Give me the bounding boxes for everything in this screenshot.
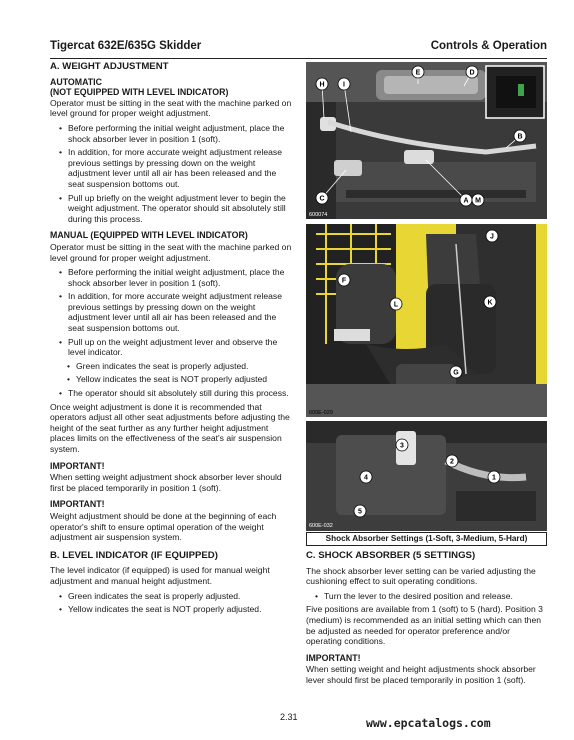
callout-label: H xyxy=(319,81,325,89)
callout-label: 3 xyxy=(400,442,404,450)
callout-label: L xyxy=(393,301,399,309)
list-item: • Yellow indicates the seat is NOT properly adjusted. xyxy=(68,604,292,615)
list-item: • In addition, for more accurate weight adjustment release previous settings by pressing down on the weight adjustment lever until all air has been released and the seat suspension bottoms out. xyxy=(68,291,292,333)
section-c-text: The shock absorber lever setting can be varied adjusting the cushioning effect to suit operating conditions. xyxy=(306,565,536,587)
header-title: Tigercat 632E/635G Skidder xyxy=(50,40,202,52)
page-number: 2.31 xyxy=(280,712,298,722)
callout-label: K xyxy=(487,299,493,307)
auto-intro: Operator must be sitting in the seat with the machine parked on level ground for proper weight adjustment. xyxy=(50,97,292,119)
callout-label: 1 xyxy=(492,474,496,482)
section-c-list xyxy=(306,591,547,602)
seat-rear-illustration xyxy=(306,62,547,219)
list-item: • The operator should sit absolutely still during this process. xyxy=(68,388,292,399)
callout-label: 2 xyxy=(450,458,454,466)
after-paragraph: Once weight adjustment is done it is recommended that operators adjust all other seat adjustments before adjusting the height of the seat further as any further height adjustment places limits on the effectiveness of the seat's air suspension system. xyxy=(50,401,290,454)
callout-label: M xyxy=(475,197,481,205)
figure-caption: Shock Absorber Settings (1-Soft, 3-Medium, 5-Hard) xyxy=(306,532,547,546)
callout-label: C xyxy=(319,195,325,203)
manual-intro: Operator must be sitting in the seat with the machine parked on level ground for proper weight adjustment. xyxy=(50,241,292,263)
list-item: • Turn the lever to the desired position and release. xyxy=(324,591,547,602)
list-item: • Before performing the initial weight adjustment, place the shock absorber lever in position 1 (soft). xyxy=(68,267,292,288)
section-c-title: C. SHOCK ABSORBER (5 SETTINGS) xyxy=(306,550,476,561)
watermark: www.epcatalogs.com xyxy=(366,716,491,730)
list-item: • Pull up on the weight adjustment lever and observe the level indicator. xyxy=(68,337,292,358)
shock-absorber-illustration xyxy=(306,421,547,531)
manual-sub-list xyxy=(50,361,292,385)
seat-side-photo xyxy=(306,224,547,417)
auto-list xyxy=(50,123,292,224)
callout-label: I xyxy=(343,81,345,89)
important-1-text: When setting weight adjustment shock absorber lever should first be placed temporarily in position 1 (soft). xyxy=(50,472,282,493)
important-2-text: Weight adjustment should be done at the beginning of each operator's shift to ensure optimal operation of the weight adjustment air suspension system. xyxy=(50,510,277,543)
section-b-text: The level indicator (if equipped) is used for manual weight adjustment and manual height adjustment. xyxy=(50,565,270,586)
shock-absorber-photo xyxy=(306,421,547,531)
header-section: Controls & Operation xyxy=(430,40,547,52)
list-item: • Yellow indicates the seat is NOT properly adjusted xyxy=(76,374,292,385)
manual-list xyxy=(50,267,292,358)
section-c-important-title: IMPORTANT! xyxy=(306,652,361,663)
section-b-list xyxy=(50,591,292,615)
important-1-title: IMPORTANT! xyxy=(50,460,105,471)
list-item: • Green indicates the seat is properly adjusted. xyxy=(68,591,292,602)
list-item: • Before performing the initial weight adjustment, place the shock absorber lever in position 1 (soft). xyxy=(68,123,292,144)
callout-label: D xyxy=(469,69,475,77)
auto-title-line2: (NOT EQUIPPED WITH LEVEL INDICATOR) xyxy=(50,87,229,98)
list-item: • In addition, for more accurate weight adjustment release previous settings by pressing down on the weight adjustment lever until all air has been released and the seat suspension bottoms out. xyxy=(68,147,292,189)
figure-1-id: 600074 xyxy=(309,212,328,218)
right-column xyxy=(306,551,547,690)
callout-label: F xyxy=(341,277,347,285)
seat-rear-photo xyxy=(306,62,547,219)
callout-label: B xyxy=(517,133,523,141)
important-2-title: IMPORTANT! xyxy=(50,499,105,510)
callout-label: J xyxy=(490,233,494,241)
auto-title xyxy=(50,77,292,98)
page-header xyxy=(50,40,547,59)
section-b-title: B. LEVEL INDICATOR (IF EQUIPPED) xyxy=(50,549,218,561)
manual-list-end xyxy=(50,388,292,399)
callout-label: E xyxy=(415,69,421,77)
callout-label: A xyxy=(463,197,469,205)
seat-side-illustration xyxy=(306,224,547,417)
auto-title-line1: AUTOMATIC xyxy=(50,76,102,87)
callout-label: G xyxy=(453,369,459,377)
callout-label: 5 xyxy=(358,508,362,516)
figure-2-id: 600E-029 xyxy=(309,410,333,416)
list-item: • Green indicates the seat is properly adjusted. xyxy=(76,361,292,372)
section-c-text2: Five positions are available from 1 (soft) to 5 (hard). Position 3 (medium) is recommended as an initial setting which can then be adjusted as needed for operator preference and/or operating conditions. xyxy=(306,604,543,647)
figure-3-id: 600E-032 xyxy=(309,523,333,529)
callout-label: 4 xyxy=(364,474,368,482)
section-c-important-text: When setting weight and height adjustments shock absorber lever should first be placed temporarily in position 1 (soft). xyxy=(306,664,536,685)
manual-title: MANUAL (EQUIPPED WITH LEVEL INDICATOR) xyxy=(50,230,248,241)
section-a-title: A. WEIGHT ADJUSTMENT xyxy=(50,61,169,72)
list-item: • Pull up briefly on the weight adjustment lever to begin the weight adjustment. The operator should sit absolutely still during this process. xyxy=(68,193,292,225)
left-column xyxy=(50,62,292,618)
